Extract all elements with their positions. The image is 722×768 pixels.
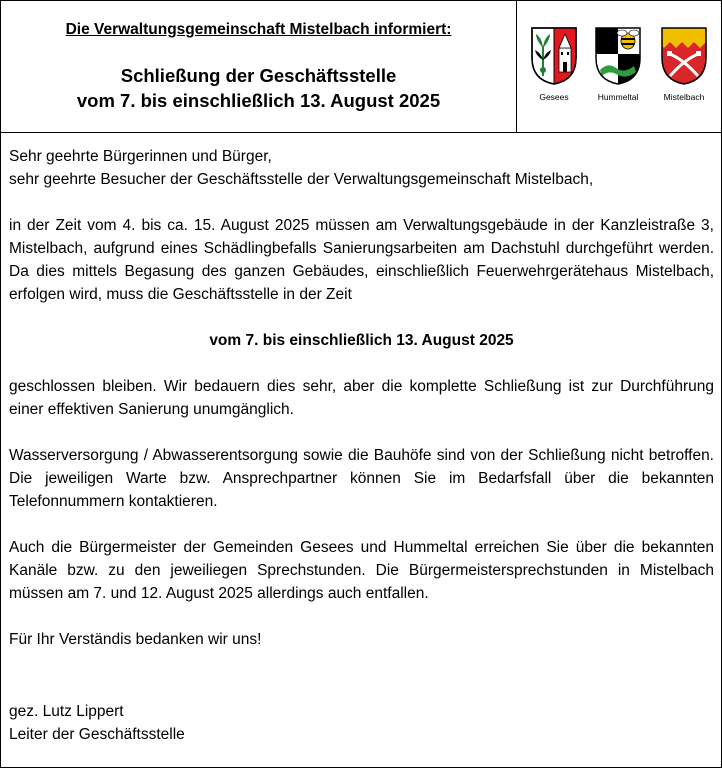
signature-role: Leiter der Geschäftsstelle bbox=[9, 726, 185, 743]
paragraph-thanks: Für Ihr Verständis bedanken wir uns! bbox=[9, 631, 262, 648]
closure-dates: vom 7. bis einschließlich 13. August 2025 bbox=[209, 332, 514, 349]
crest-label-mistelbach: Mistelbach bbox=[663, 92, 705, 102]
signature bbox=[9, 700, 185, 746]
crest-label-hummeltal: Hummeltal bbox=[597, 92, 639, 102]
notice-title-line1: Schließung der Geschäftsstelle bbox=[120, 65, 397, 86]
gesees-coat-of-arms-icon bbox=[530, 26, 578, 86]
paragraph-mayors: Auch die Bürgermeister der Gemeinden Gesees und Hummeltal erreichen Sie über die bekannten Kanäle bzw. zu den jeweiliegen Sprechstunden. Die Bürgermeistersprechstunden in Mistelbach müssen am 7. und 12. August 2025 allerdings auch entfallen. bbox=[9, 539, 714, 602]
greeting: Sehr geehrte Bürgerinnen und Bürger, sehr geehrte Besucher der Geschäftsstelle der Verwaltungsgemeinschaft Mistelbach, bbox=[9, 148, 594, 188]
crest-mistelbach bbox=[655, 26, 713, 102]
mistelbach-coat-of-arms-icon bbox=[660, 26, 708, 86]
crest-label-gesees: Gesees bbox=[539, 92, 569, 102]
hummeltal-coat-of-arms-icon bbox=[594, 26, 642, 86]
notice-title bbox=[1, 63, 516, 113]
paragraph-services: Wasserversorgung / Abwasserentsorgung sowie die Bauhöfe sind von der Schließung nicht betroffen. Die jeweiligen Warte bzw. Ansprechpartner können Sie im Bedarfsfall über die bekannten Telefonnummern kontaktieren. bbox=[9, 447, 714, 510]
paragraph-closure: geschlossen bleiben. Wir bedauern dies sehr, aber die komplette Schließung ist zur Durchführung einer effektiven Sanierung unumgänglich. bbox=[9, 378, 714, 418]
notice-title-line2: vom 7. bis einschließlich 13. August 2025 bbox=[76, 90, 441, 111]
notice-body bbox=[9, 145, 714, 674]
signature-name: gez. Lutz Lippert bbox=[9, 703, 124, 720]
crest-hummeltal bbox=[589, 26, 647, 102]
paragraph-renovation: in der Zeit vom 4. bis ca. 15. August 2025 müssen am Verwaltungsgebäude in der Kanzleistraße 3, Mistelbach, aufgrund eines Schädlingbefalls Sanierungsarbeiten am Dachstuhl durchgeführt werden. Da dies mittels Begasung des ganzen Gebäudes, einschließlich Feuerwehrgerätehaus Mistelbach, erfolgen wird, muss die Geschäftsstelle in der Zeit bbox=[9, 217, 714, 303]
header-text-block bbox=[1, 1, 517, 132]
notice-header bbox=[1, 1, 721, 133]
notice-kicker: Die Verwaltungsgemeinschaft Mistelbach informiert: bbox=[65, 21, 452, 38]
crest-gesees bbox=[525, 26, 583, 102]
coats-of-arms bbox=[517, 1, 721, 132]
